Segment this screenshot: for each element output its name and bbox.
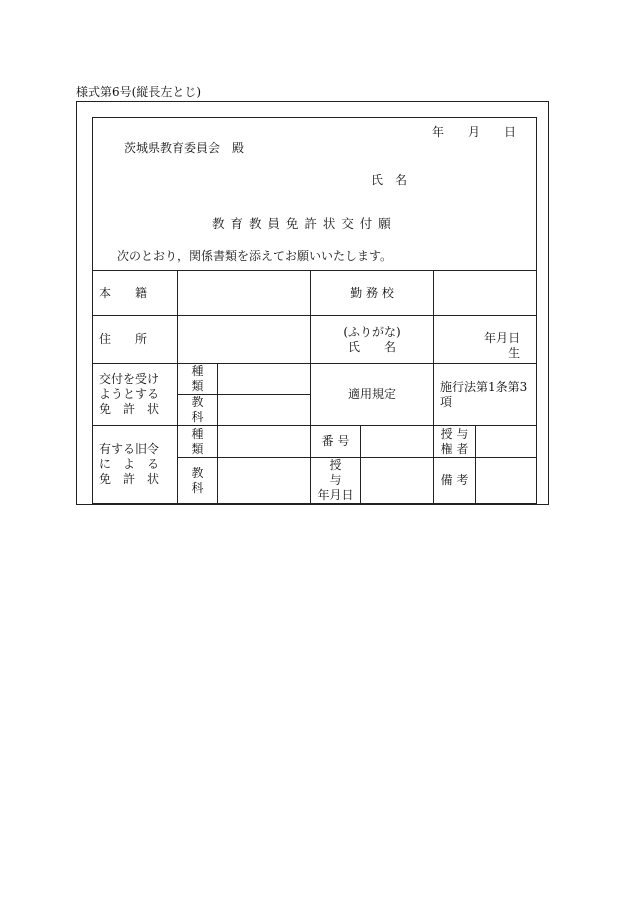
kyouka2-field (218, 458, 311, 504)
tekiyou-value: 施行法第1条第3項 (434, 364, 537, 426)
license-to-receive-line-2: ようとする (99, 387, 160, 401)
shurui-label: 種 類 (178, 364, 218, 395)
row-honseki (93, 271, 537, 316)
license-to-receive-line-3: 免 許 状 (99, 402, 160, 416)
statement-text: 次のとおり，関係書類を添えてお願いいたします。 (117, 249, 393, 263)
document-title: 教 育 教 員 免 許 状 交 付 願 (212, 216, 392, 231)
old-license-line-1: 有する旧令 (99, 442, 160, 456)
juyo-date-field (361, 458, 434, 504)
shurui2-field (218, 426, 311, 458)
birth-year-label: 年 (484, 331, 497, 345)
juyo-date-line-2: 年月日 (317, 488, 354, 502)
old-license-label (93, 426, 178, 504)
kinmukou-field (434, 271, 537, 316)
application-table (92, 270, 537, 504)
tekiyou-label: 適用規定 (311, 364, 434, 426)
row-old-license (93, 426, 537, 458)
birthdate-line (440, 331, 530, 361)
date-month-label: 月 (468, 125, 481, 139)
license-to-receive-label (93, 364, 178, 426)
jusho-label: 住 所 (93, 316, 178, 364)
honseki-label: 本 籍 (93, 271, 178, 316)
license-to-receive-line-1: 交付を受け (99, 372, 160, 386)
juyo-date-line-1: 授 与 (329, 458, 358, 487)
juyo-kensha-field (476, 426, 537, 458)
recipient-line: 茨城県教育委員会 殿 (124, 141, 245, 155)
bikou-field (476, 458, 537, 504)
old-license-line-2: に よ る (99, 457, 160, 471)
kinmukou-label: 勤 務 校 (311, 271, 434, 316)
bangou-label: 番 号 (311, 426, 361, 458)
birth-month-label: 月 (496, 331, 509, 345)
date-day-label: 日 (504, 125, 517, 139)
shurui-field (218, 364, 311, 395)
furigana-label: (ふりがな) (343, 324, 401, 339)
applicant-name-label: 氏 名 (371, 173, 408, 187)
bangou-field (361, 426, 434, 458)
kyouka2-label: 教 科 (178, 458, 218, 504)
jusho-field (178, 316, 311, 364)
form-number-label: 様式第6号(縦長左とじ) (76, 85, 201, 99)
date-year-label: 年 (432, 125, 445, 139)
kyouka-label: 教 科 (178, 395, 218, 426)
honseki-field (178, 271, 311, 316)
birth-cell (434, 316, 537, 364)
birth-day-label: 日生 (508, 331, 521, 360)
shurui2-label: 種 類 (178, 426, 218, 458)
kyouka-field (218, 395, 311, 426)
row-license-type (93, 364, 537, 395)
old-license-line-3: 免 許 状 (99, 472, 160, 486)
juyo-kensha-line-1: 授 与 (440, 426, 469, 441)
shimei-label: 氏 名 (348, 339, 397, 354)
row-address (93, 316, 537, 364)
bikou-label: 備 考 (434, 458, 476, 504)
name-cell (311, 316, 434, 364)
juyo-kensha-line-2: 権 者 (440, 441, 469, 456)
juyo-date-label (311, 458, 361, 504)
juyo-kensha-label (434, 426, 476, 458)
